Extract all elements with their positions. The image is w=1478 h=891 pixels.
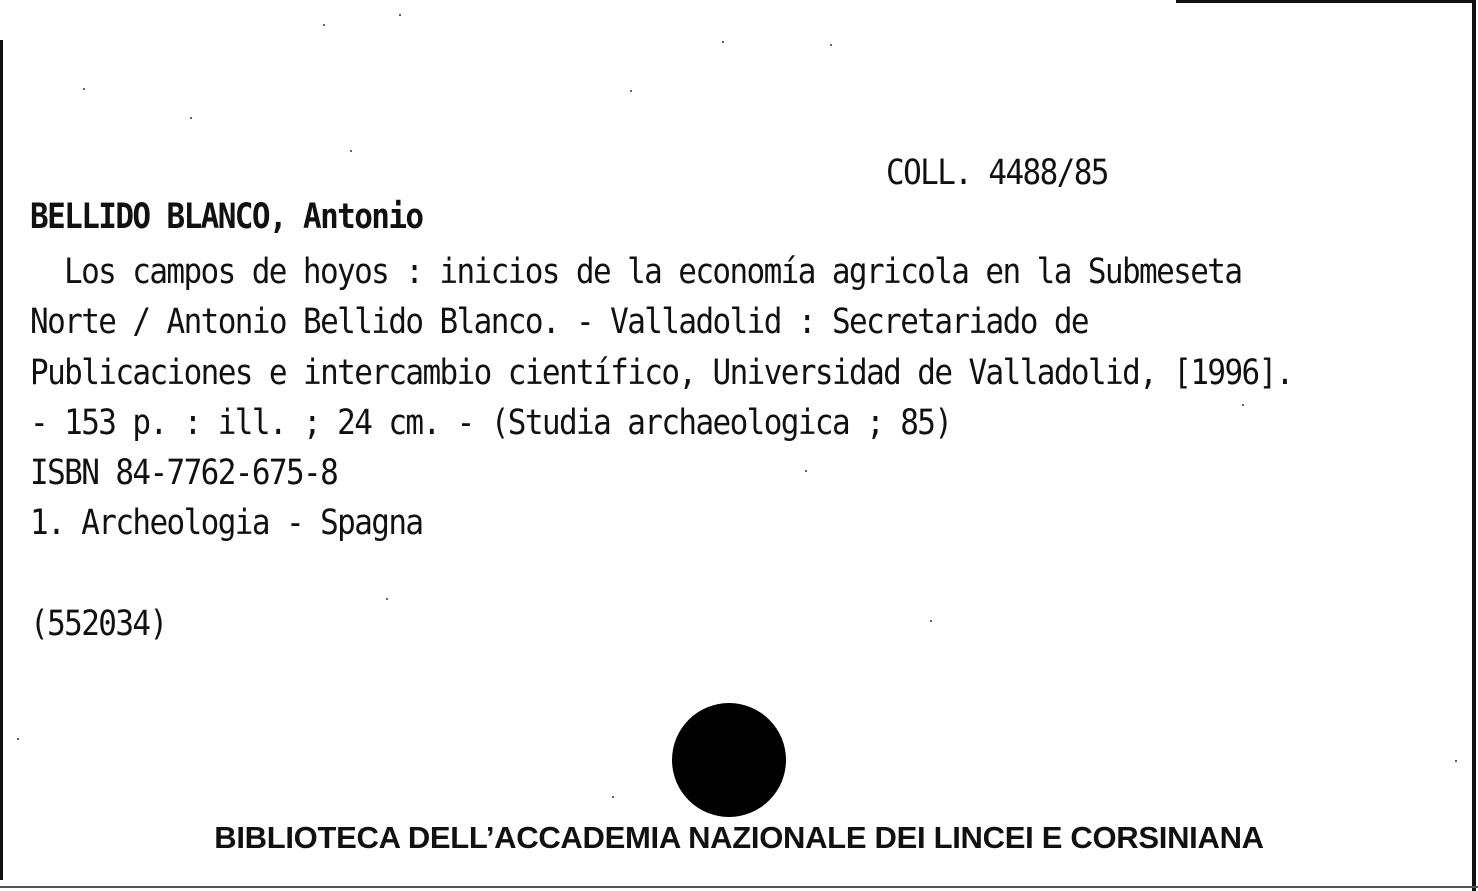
scan-speck xyxy=(1455,760,1457,762)
description-line: Norte / Antonio Bellido Blanco. - Valladolid : Secretariado de xyxy=(30,301,1088,342)
scan-speck xyxy=(190,117,192,119)
scan-speck xyxy=(830,44,832,46)
scan-speck xyxy=(323,24,325,26)
scan-speck xyxy=(612,796,614,798)
scan-speck xyxy=(805,470,807,472)
library-name: BIBLIOTECA DELL’ACCADEMIA NAZIONALE DEI LINCEI E CORSINIANA xyxy=(214,820,1264,855)
card-border-left xyxy=(0,40,3,880)
description-line: Publicaciones e intercambio científico, Universidad de Valladolid, [1996]. xyxy=(30,352,1293,393)
description-line: Los campos de hoyos : inicios de la economía agricola en la Submeseta xyxy=(64,251,1242,292)
isbn-line: ISBN 84-7762-675-8 xyxy=(30,452,338,493)
author-heading: BELLIDO BLANCO, Antonio xyxy=(30,196,423,237)
card-border-top xyxy=(1176,0,1476,3)
card-border-bottom xyxy=(0,886,1478,888)
call-number: COLL. 4488/85 xyxy=(886,152,1108,193)
card-border-right xyxy=(1472,0,1476,891)
scan-speck xyxy=(930,620,932,622)
scan-speck xyxy=(83,88,85,90)
scan-speck xyxy=(386,598,388,600)
scan-speck xyxy=(399,14,401,16)
record-number: (552034) xyxy=(30,603,167,644)
scan-speck xyxy=(722,41,724,43)
subject-line: 1. Archeologia - Spagna xyxy=(30,502,423,543)
scan-speck xyxy=(17,738,19,740)
scan-speck xyxy=(350,150,352,152)
physical-description-line: - 153 p. : ill. ; 24 cm. - (Studia archaeologica ; 85) xyxy=(30,402,952,443)
scan-speck xyxy=(1242,404,1244,406)
punch-hole xyxy=(672,703,786,817)
scan-speck xyxy=(630,90,632,92)
